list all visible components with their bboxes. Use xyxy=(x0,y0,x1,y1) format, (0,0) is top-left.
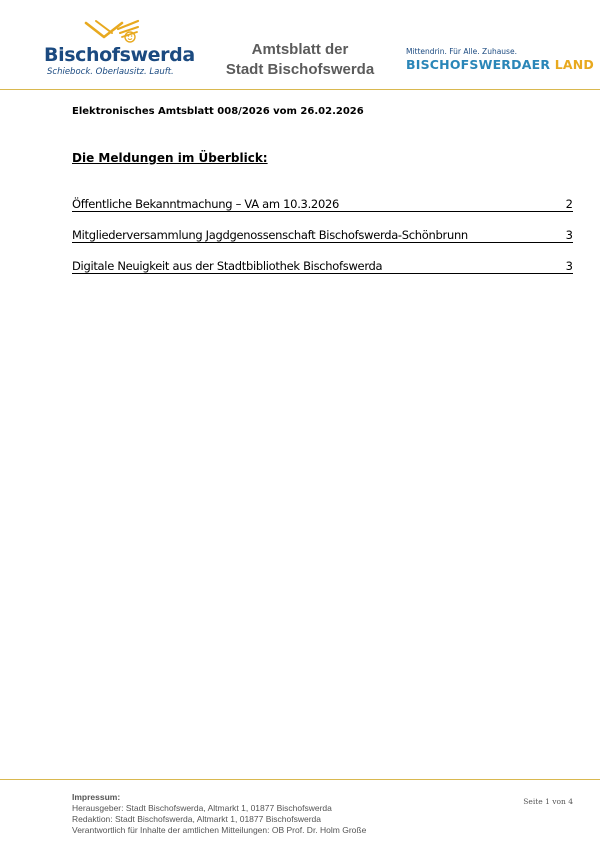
toc-entry-title[interactable]: Digitale Neuigkeit aus der Stadtbibliothek Bischofswerda xyxy=(72,259,383,273)
bischofswerda-logo xyxy=(44,17,195,79)
land-wordmark-part-2: LAND xyxy=(554,57,594,72)
impressum-editorial: Redaktion: Stadt Bischofswerda, Altmarkt 1, 01877 Bischofswerda xyxy=(72,814,321,824)
header-title-line-1: Amtsblatt der xyxy=(251,41,349,58)
logo-tagline: Schiebock. Oberlausitz. Lauft. xyxy=(47,67,174,77)
land-wordmark xyxy=(406,57,594,72)
page-header xyxy=(0,0,600,90)
impressum-responsible: Verantwortlich für Inhalte der amtlichen Mitteilungen: OB Prof. Dr. Holm Große xyxy=(72,825,367,835)
overview-heading: Die Meldungen im Überblick: xyxy=(72,151,268,165)
land-slogan: Mittendrin. Für Alle. Zuhause. xyxy=(406,47,517,56)
logo-brand-text: Bischofswerda xyxy=(44,44,195,66)
bischofswerdaer-land-logo xyxy=(406,47,594,72)
header-divider xyxy=(0,89,600,90)
impressum xyxy=(72,792,402,836)
toc-entry[interactable] xyxy=(72,257,573,274)
toc-entry[interactable] xyxy=(72,195,573,212)
issue-line: Elektronisches Amtsblatt 008/2026 vom 26.02.2026 xyxy=(72,106,364,117)
toc-entry-title[interactable]: Mitgliederversammlung Jagdgenossenschaft Bischofswerda-Schönbrunn xyxy=(72,228,468,242)
hat-shield-logo-icon xyxy=(82,17,144,47)
header-title xyxy=(210,40,390,80)
footer-divider xyxy=(0,779,600,780)
table-of-contents xyxy=(72,195,573,288)
toc-entry-page[interactable]: 2 xyxy=(565,197,573,211)
header-title-line-2: Stadt Bischofswerda xyxy=(225,61,375,78)
toc-entry-page[interactable]: 3 xyxy=(565,259,573,273)
land-wordmark-part-1: BISCHOFSWERDAER xyxy=(406,57,551,72)
impressum-publisher: Herausgeber: Stadt Bischofswerda, Altmarkt 1, 01877 Bischofswerda xyxy=(72,803,332,813)
impressum-title: Impressum: xyxy=(72,792,121,802)
page-counter: Seite 1 von 4 xyxy=(523,797,573,806)
toc-entry[interactable] xyxy=(72,226,573,243)
toc-entry-title[interactable]: Öffentliche Bekanntmachung – VA am 10.3.2026 xyxy=(72,197,339,211)
toc-entry-page[interactable]: 3 xyxy=(565,228,573,242)
